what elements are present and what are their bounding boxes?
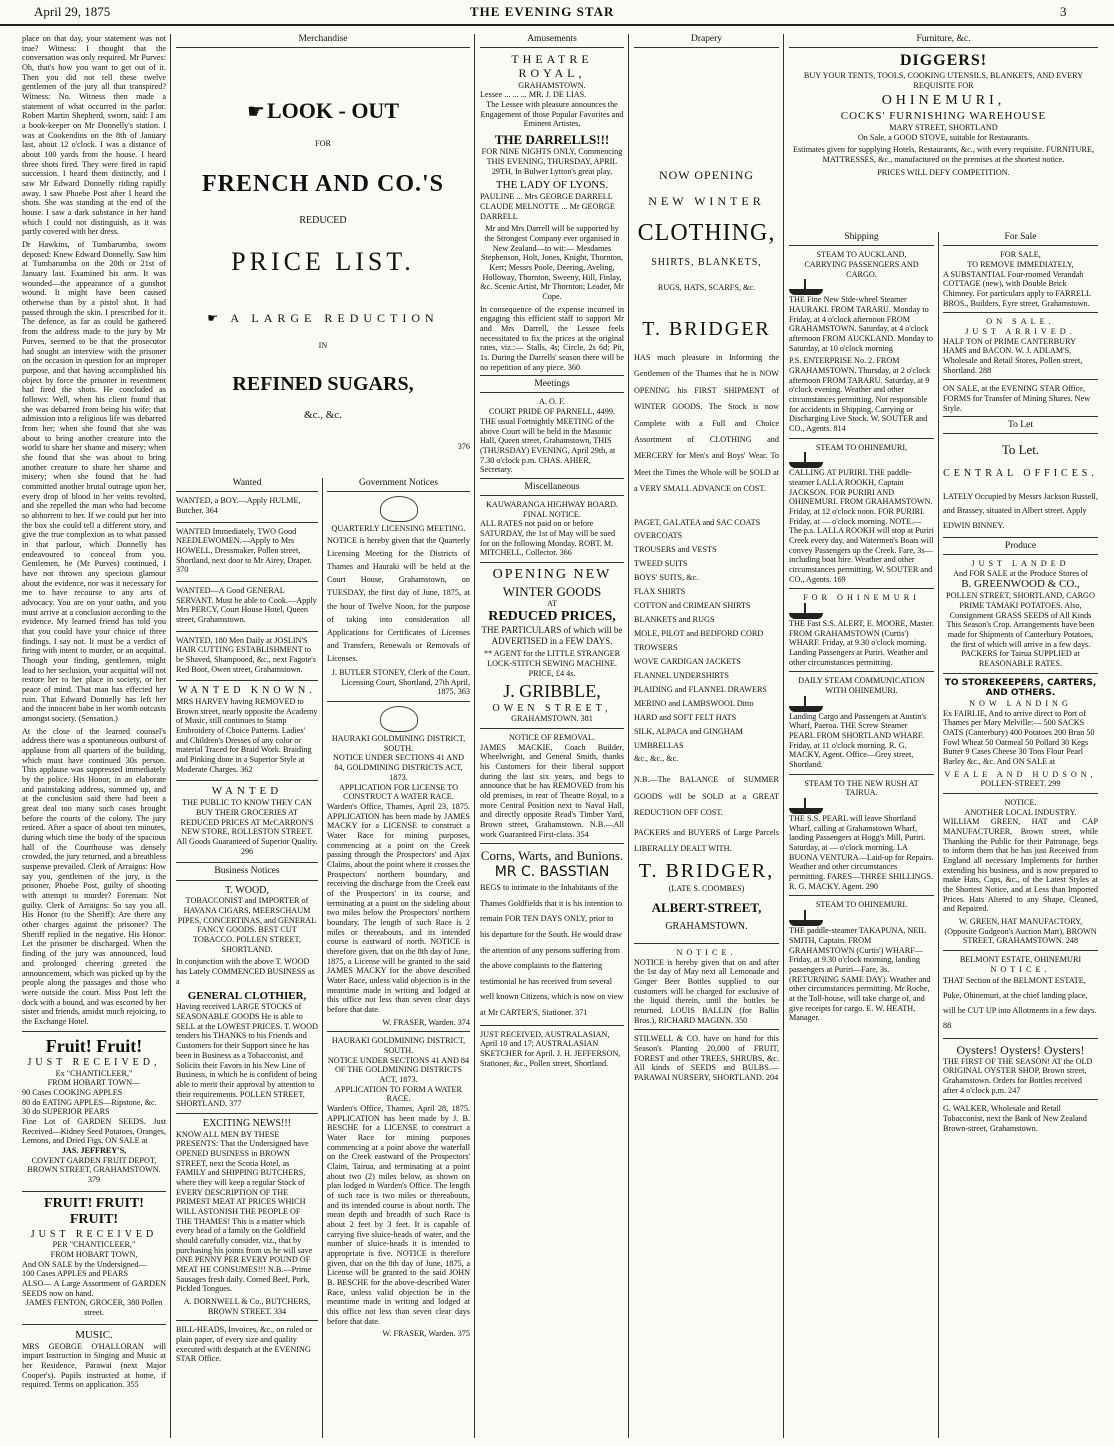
ad-line: FOR [315,138,331,148]
report-text: place on that day, your statement was not true? Witness: I thought that the conversation was only required. Mr Purves: Oh, that's how you want to get out of it. Then you did not tell these twelve gentlemen of the jury all that transpired? Witness: No. Witness then made a statement of what occurred in the parlor. Robert Martin Shepherd, sworn, said: I am a book-keeper on Mr Donnelly's station. I was at Cookendins on the 8th of January last, about 12 o'clock. I was a distance of about 100 yards from the house. I heard three shots fired. They were fired in rapid succession. I heard them distinctly, and I saw Mr Edward Donnelly riding rapidly away. I saw Phoebe Post after I heard the shots. She was standing at the end of the house. I saw a dark substance in her hand which I could not distinguish, as it was partly covered with her dress. [22,34,166,237]
ad-line: MRS GEORGE O'HALLORAN will impart Instruction in Singing and Music at her Residence, Parawai (next Major Cooper's). Pupils instructed at home, if required. Terms on application. 355 [22,1341,166,1390]
shipping-ad: THE Fine New Side-wheel Steamer HAURAKI. FROM TARARU. Monday to Friday, at 4 o'clock afternoon FROM GRAHAMSTOWN. Saturday, at 4 o'clock afternoon FROM AUCKLAND. Monday to Saturday, at 10 o'clock morning [789,295,933,353]
wanted-ad: WANTED Immediately, TWO Good NEEDLEWOMEN.—Apply to Mrs HOWELL, Dressmaker, Pollen street, Shortland, next door to Mr Airey, Draper. 370 [176,526,312,575]
ad-title: OPENING NEW [492,567,612,583]
shipping-ad: THE paddle-steamer TAKAPUNA, NEIL SMITH, Captain. FROM GRAHAMSTOWN (Curtis') WHARF—Friday, at 9.30 o'clock morning, landing passengers at Puriri—Fare, 3s. (RETURNING SAME DAY). Weather and other circumstances permitting. Mr Roche, at the Toll-house, will take charge of, and give receipts for cargo. E. W. HEATH, Manager. [789,926,931,1023]
ad-line: And FOR SALE at the Produce Stores of [953,568,1088,578]
ad-name: A. DORNWELL & Co., BUTCHERS, BROWN STREET. 334 [183,1297,311,1316]
ad-line: PAULINE ... Mrs GEORGE DARRELL CLAUDE MELNOTTE ... Mr GEORGE DARRELL [480,192,615,221]
ad-line: ** AGENT for the LITTLE STRANGER LOCK-STITCH SEWING MACHINE. PRICE, £4 4s. [483,649,621,678]
fruit-ad-fenton [22,1196,166,1318]
ad-title: STEAM TO THE NEW RUSH AT TAIRUA. [804,778,919,798]
ad-line: Lessee ... ... ... MR. J. DE LIAS. [480,90,587,100]
steamship-icon [789,603,823,619]
section-header: Drapery [634,34,779,48]
ad-title: T. BRIDGER [642,318,771,341]
section-header: Miscellaneous [480,478,624,496]
section-header: Shipping [789,232,934,246]
ad-title: QUARTERLY LICENSING MEETING. [331,524,466,534]
ad-title: HAURAKI GOLDMINING DISTRICT, SOUTH. [331,1036,466,1055]
notice-sign: J. BUTLER STONEY, Clerk of the Court. Licensing Court, Shortland, 27th April, 1875. 363 [331,668,470,697]
ad-title: STEAM TO OHINEMURI, [815,442,908,452]
ad-title: Fruit! Fruit! [45,1035,143,1056]
drapery-item: BOYS' SUITS, &c. [634,573,699,583]
ad-line: On Sale, a GOOD STOVE, suitable for Restaurants. [857,132,1030,142]
wood-ad: In conjunction with the above T. WOOD has Lately COMMENCED BUSINESS as a [176,957,315,986]
ad-line: REDUCED [299,214,347,226]
drapery-item: TWEED SUITS [634,559,688,569]
ad-line: FROM HOBART TOWN, [50,1250,138,1260]
ad-line: JUST ARRIVED. [965,326,1076,336]
ad-title: COCKS' FURNISHING WAREHOUSE [840,109,1047,122]
ad-line: 30 do SUPERIOR PEARS [22,1107,110,1117]
ad-title: NOW OPENING [658,168,755,183]
tobacconist-ad: G. WALKER, Wholesale and Retail Tobacconist, next the Bank of New Zealand Brown-street, Grahamstown. [943,1104,1087,1133]
bassian-ad: BEGS to intimate to the Inhabitants of the Thames Goldfields that it is his intention to remain FOR TEN DAYS ONLY, prior to his departure for the South. He would draw the attention of any persons suffering from the above complaints to the flattering testimonial he has received from several well known Citizens, which is now on view at Mr CARTER'S, Stationer. 371 [480,883,624,1017]
ad-title: THEATRE ROYAL, [511,52,593,81]
drapery-item: FLAX SHIRTS [634,587,686,597]
section-header: For Sale [943,232,1098,246]
steamship-icon [789,910,823,926]
ad-title: TO STOREKEEPERS, CARTERS, AND OTHERS. [944,677,1097,699]
ad-line: POLLEN-STREET. 299 [980,779,1061,789]
drapery-item: MOLE, PILOT and BEDFORD CORD TROWSERS [634,629,764,652]
ad-title: WANTED KNOWN. [178,685,316,697]
ad-line: GRAHAMSTOWN. [518,80,586,90]
ad-title: DIGGERS! [899,52,988,70]
ad-title: MR C. BASSTIAN [494,863,610,880]
ad-name: JAMES FENTON, GROCER, 380 Pollen street. [25,1298,163,1318]
hams-ad: HALF TON of PRIME CANTERBURY HAMS and BACON. W. J. ADLAM'S, Wholesale and Retail Stores, Pollen street, Shortland. 288 [943,336,1083,375]
water-race-notice: Warden's Office, Thames, April 23, 1875. APPLICATION has been made by JAMES MACKY for a LICENSE to construct a Water Race for mining purposes, commencing at a point on the Creek passing through the Prospectors' and Ajax Claims, about the point where it crosses the Prospectors' northern boundary, and receiving the discharge from the Creek east of the Prospectors' in its course, and terminating at a point on the sideling about two miles below the Prospectors' northern boundary. The length of such Race is 2 miles or thereabouts, and its intended course is eastward of north. NOTICE is therefore given, that on the 8th day of June, 1875, a License will be granted to the said JAMES MACKY for the above described Water Race, unless valid objection is in the meantime made in writing and lodged at this office not less than seven clear days before that date. [327,801,470,1014]
section-header: Merchandise [176,34,470,48]
drapery-item: WOVE CARDIGAN JACKETS [634,656,741,666]
ad-line: NOTICE UNDER SECTIONS 41 AND 84 OF THE GOLDMINING DISTRICTS ACT, 1873. [327,1055,470,1084]
section-header: Business Notices [176,862,318,880]
royal-crest-icon [380,706,418,732]
drapery-item: PAGET, GALATEA and SAC COATS [634,517,761,527]
ad-line: IN [318,341,328,351]
section-header: Meetings [480,375,624,393]
section-header: Furniture, &c. [789,34,1098,48]
oyster-ad: THE FIRST OF THE SEASON! AT the OLD ORIGINAL OYSTER SHOP, Brown street, Grahamstown. Orders for Bottles received after 4 o'clock p.m. 247 [943,1056,1093,1095]
ad-title: NOTICE. [1004,798,1037,808]
ad-line: In consequence of the expense incurred in engaging this efficient staff to support Mr and Mrs Darrell, the Lessee feels necessitated to fix the prices at the original rates, viz.:— Stalls, 4s; Circle, 2s 6d; Pit, 1s. During the Darrells' season there will be no repetition of any piece. 360 [480,304,624,372]
cottage-ad: A SUBSTANTIAL Four-roomed Verandah COTTAGE (new), with Double Brick Chimney. For particulars apply to FARRELL BROS., Builders, Eyre street, Grahamstown. [943,269,1091,308]
highway-notice: ALL RATES not paid on or before SATURDAY, the 1st of May will be sued for on the following Monday. ROBT. M. MITCHELL, Collector. 366 [480,519,616,558]
ad-line: OWEN STREET, [492,702,612,714]
issue-date: April 29, 1875 [34,4,111,19]
produce-ad: POLLEN STREET, SHORTLAND, CARGO PRIME TAMAKI POTATOES. Also, Consignment GRASS SEEDS of All Kinds This Season's Crop. Arrangements have been made for Shipments of Canterbury Potatoes, the first of which will arrive in a few days. PACKERS for Tairua SUPPLIED at REASONABLE RATES. [946,591,1095,669]
ad-title: ALBERT-STREET, [651,899,762,915]
shipping-ad: P.S. ENTERPRISE No. 2. FROM GRAHAMSTOWN. Thursday, at 2 o'clock afternoon FROM TARARU. Saturday, at 9 o'clock evening. Weather and other circumstances permitting. Not responsible for accidents in Shipping, Carrying or Discharging Live Stock. W. SOUTER and CO., Agents. 814 [789,356,931,433]
ad-title: NOTICE. [676,947,737,957]
wanted-ad: WANTED—A Good GENERAL SERVANT. Must be able to Cook.—Apply Mrs PERCY, Court House Hotel, Queen street, Grahamstown. [176,585,317,624]
price-list-heading: PRICE LIST. [231,246,415,276]
licensing-notice: NOTICE is hereby given that the Quarterly Licensing Meeting for the Districts of Thames and Hauraki will be held at the Court House, Grahamstown, on TUESDAY, the first day of June, 1875, at the hour of Twelve Noon, for the purpose of taking into consideration all Applications for Certificates of Licenses and Transfers, Renewals or Removals of Licenses. [327,535,470,663]
notice-sign: W. FRASER, Warden. 374 [382,1017,470,1027]
shipping-ad: THE Fast S.S. ALERT, E. MOORE, Master. FROM GRAHAMSTOWN (Curtis') WHARF. Friday, at 9.30 o'clock morning. Landing Passengers at Puriri. Weather and other circumstances permitting. [789,619,934,667]
ad-title: OHINEMURI, [881,93,1006,109]
steamship-icon [789,798,823,814]
ad-line: ANOTHER LOCAL INDUSTRY. [964,807,1077,817]
ad-line: SHIRTS, BLANKETS, [651,256,762,268]
reduction-line: ☛ A LARGE REDUCTION [207,311,439,326]
ad-line: FOR NINE NIGHTS ONLY, Commencing THIS EVENING, THURSDAY, APRIL 29TH, In Bulwer Lytton's great play, [481,147,623,176]
mccarron-ad: THE PUBLIC TO KNOW THEY CAN BUY THEIR GROCERIES AT REDUCED PRICES AT McCARRON'S NEW STORE, ROLLESTON STREET. All Goods Guaranteed of Superior Quality. 296 [176,798,318,856]
ad-title: THE LADY OF LYONS. [495,179,609,192]
royal-crest-icon [380,496,418,522]
wanted-ad: WANTED, 180 Men Daily at JOSLIN'S HAIR CUTTING ESTABLISHMENT to be Shaved, Shampooed, &c., next Fagote's Red Boot, Owen street, Grahamstown. [176,635,316,674]
ad-line: Ex "CHANTICLEER," [55,1068,133,1078]
ad-line: NOTICE UNDER SECTIONS 41 AND 84, GOLDMINING DISTRICTS ACT, 1873. [333,753,464,782]
ad-title: NOTICE OF REMOVAL. [508,733,596,743]
page-number: 3 [1060,4,1067,19]
steamship-icon [789,279,823,295]
drapery-column [634,34,779,1438]
column-rule [938,232,939,1438]
ad-line: GRAHAMSTOWN. 381 [511,714,593,724]
drapery-item: BLANKETS and RUGS [634,615,715,625]
section-header: Government Notices [327,478,470,492]
ad-title: MUSIC. [75,1328,113,1341]
offices-ad: LATELY Occupied by Messrs Jackson Russell, and Brassey, situated in Albert street. Apply EDWIN BINNEY. [943,491,1098,531]
drapery-item: FLANNEL UNDERSHIRTS [634,670,729,680]
ad-line: NOTICE. [990,964,1051,974]
ad-title: KAUWARANGA HIGHWAY BOARD. [486,500,618,510]
drapery-item: &c., &c., &c. [634,754,679,764]
ad-line: COURT PRIDE OF PARNELL, 4499. [489,407,615,417]
shipping-ad: Landing Cargo and Passengers at Austin's Wharf, Paeroa. THE Screw Steamer PEARL FROM SHORTLAND WHARF. Friday, at 11 o'clock morning. R. G. MACKY, Agent. Office—Grey street, Shortland. [789,711,927,770]
amusements-column [480,34,624,1438]
merchandise-section [176,34,470,474]
ad-line: COVENT GARDEN FRUIT DEPOT, BROWN STREET, GRAHAMSTOWN. 379 [27,1155,161,1184]
ad-line: PER "CHANTICLEER," [52,1240,136,1250]
wanted-known-ad: MRS HARVEY having REMOVED to Brown street, nearly opposite the Academy of Music, still continues to Stamp Embroidery of Choice Patterns. Ladies' and Children's Dresses of any color or material Traced for Braid Work. Braiding and Pinking done in a Superior Style at Moderate Charges. 362 [176,697,318,774]
ad-line: TO REMOVE IMMEDIATELY, [967,259,1074,269]
ad-subtitle: JUST RECEIVED [30,1228,158,1240]
court-report-column [22,34,166,1438]
ad-line: CARRYING PASSENGERS AND CARGO. [804,259,919,279]
produce-ad: Ex FAIRLIE, And to arrive direct to Port of Thames per Mary Melville:— 500 SACKS OATS (Canterbury) 400 Potatoes 200 Bran 50 Fowl Wheat 50 Oatmeal 50 Pollard 30 Kegs Butter 9 Cases Cheese 30 Tons Flour Pearl Barley &c., &c. And ON SALE at [943,708,1095,767]
column-rule [322,478,323,1438]
forms-ad: ON SALE, at the EVENING STAR Office, FORMS for Transfer of Mining Shares. New Style. [943,384,1091,413]
wood-ad: Having received LARGE STOCKS of SEASONABLE GOODS He is able to SELL at the LOWEST PRICES. T. WOOD tenders his THANKS to his Friends and Customers for their Support since he has been in Business as a Tobacconist, and Solicits their Favors in his New Line of Business, in which he is confident of being able to merit their approval by attention to their requirements. POLLEN STREET, SHORTLAND. 377 [176,1002,318,1109]
ad-title: JUST LANDED [971,559,1070,569]
ad-title: HAURAKI GOLDMINING DISTRICT, SOUTH. [331,734,466,753]
notice-sign: W. FRASER, Warden. 375 [382,1329,470,1339]
drapery-item: OVERCOATS [634,531,683,541]
ad-name: JAS. JEFFREY'S, [61,1145,127,1155]
ad-title: B. GREENWOOD & CO., [961,578,1080,591]
drapery-item: COTTON and CRIMEAN SHIRTS [634,601,751,611]
government-column [327,478,470,1438]
fruit-ad-jeffrey [22,1036,166,1185]
section-header: Produce [943,537,1098,555]
sugars-heading: REFINED SUGARS, [232,373,414,396]
section-header: To Let [943,416,1098,434]
ad-subtitle: JUST RECEIVED, [27,1056,161,1068]
column-rule [628,34,629,1438]
ad-line: PACKERS and BUYERS of Large Parcels LIBERALLY DEALT WITH. [634,827,779,854]
section-header: Wanted [176,478,318,492]
wanted-column [176,478,318,1438]
ad-line: PRICES WILL DEFY COMPETITION. [877,167,1010,177]
for-sale-column [943,232,1098,1438]
ad-line: RUGS, HATS, SCARFS, &c. [657,282,756,292]
ad-line: BUY YOUR TENTS, TOOLS, COOKING UTENSILS, BLANKETS, AND EVERY REQUISITE FOR [803,71,1084,90]
ad-title: GENERAL CLOTHIER, [187,989,307,1002]
ad-title: To Let. [1001,442,1040,458]
section-header: Amusements [480,34,624,48]
ad-title: CLOTHING, [637,219,776,246]
ad-title: A. O. F. [539,397,565,407]
nursery-ad: STILWELL & CO. have on hand for this Season's Planting 20,000 of FRUIT, FOREST and other TREES, SHRUBS, &c. All kinds of SEEDS and BULBS.—PARAWAI NURSERY, SHORTLAND. 204 [634,1034,779,1082]
ad-line: FINAL NOTICE. [523,509,581,519]
ad-title: T. BRIDGER, [638,860,775,883]
firm-name: FRENCH AND CO.'S [201,171,445,198]
ad-line: (LATE S. COOMBES) [668,884,745,894]
ad-title: EXCITING NEWS!!! [202,1117,292,1129]
billheads-ad: BILL-HEADS, Invoices, &c., on ruled or plain paper, of every size and quality executed with despatch at the EVENING STAR Office. [176,1325,313,1364]
column-rule [170,34,171,1438]
lookout-heading: ☛ LOOK - OUT [247,98,399,124]
ad-title: FRUIT! FRUIT! FRUIT! [44,1195,144,1228]
ad-title: THE DARRELLS!!! [494,131,610,147]
ad-title: STEAM TO OHINEMURI. [815,900,908,910]
newspaper-ad: JUST RECEIVED, AUSTRALASIAN, April 10 and 17; AUSTRALASIAN SKETCHER for April. J. H. JEFFERSON, Stationer, &c., Pollen street, Shortland. [480,1029,621,1068]
steamship-icon [789,696,823,712]
report-text: At the close of the learned counsel's address there was a spontaneous outburst of applause from all quarters of the building, which must have continued 30s person. This applause was suppressed immediately by the police. His Honor, in an elaborate and painstaking address, summed up, and at the conclusion said there had been a great deal too many such cases brought before the courts of the colony. The jury retired. After a space of about ten minutes, during which time the body of the spacious hall of the Courthouse was densely crowded, the jury returned, and a breathless suspense prevailed. Clerk of Arraigns: How say you, gentlemen of the jury, is the prisoner, Phoebe Post, guilty of shooting with attempt to murder? Foreman: Not guilty. Clerk of Arraigns: So say you all. His Honor (to the Sheriff): Are there any other charges against the prisoner? The Sheriff replied in the negative. His Honor: Let the prisoner be discharged. When the finding of the jury was announced, loud and prolonged cheering greeted the announcement, which was picked up by the people along the passages and those who were outside the court. Miss Post left the dock with a bound, and was escorted by her sister and friends, amidst much rejoicing, to the Exchange Hotel. [22,726,166,1026]
ad-line: GRAHAMSTOWN. [665,921,748,933]
report-text: Dr Hawkins, of Tumbarumba, sworn deposed: Knew Edward Donnelly. Saw him at Tumbarumba on the 20th or 21st of January last. Examined his arm. It was wounded—the appearance of a gunshot wound. It might have been caused otherwise than by a pistol shot. It had passed through the skin. I prescribed for it. The defence, as far as could be gathered from the address made to the jury by Mr Purves, seemed to be that the prosecutor had sought an interview with the prisoner on the occasion in question for an improper purpose, and that having accomplished his object by force the prisoner in resentment had fired the shots. He concluded as follows: Well, when his client found that she was debarred from being his wife; that admission into a religious life was debarred from her; when she found that she was about to bring another creature into the world to share her shame and misery; when she found that she was about to bring another creature to share her shame and misery; when she found that he had committed another brutal outrage upon her, every drop of blood in her veins revolted, and she repelled the man who had become so abhorrent to her. If we could put her into the box she could tell a different story, and give the true complexion as to what passed in that parlour, which Donnelly has endeavoured to conceal from you. Gentlemen, he (Mr Purves) continued, I have not thrown any specious glamour about the evidence, nor was it necessary for me to have recourse to any arts of advocacy. You are on your oaths, and you must arrive at a conclusion according to the evidence. My learned friend has told you that you could have your choice of three findings. I say not. It must be a verdict of firing with intent to murder, or an acquittal. Though your finding, gentlemen, might lead to her seclusion, your acquittal will not restore her to her place in society, or her peace of mind. That man has effected her ruin. That Edward Donnelly has left her and the innocent babe in her womb outcasts amongst society. (Sensation.) [22,240,166,724]
pointing-hand-icon: ☛ [247,101,265,124]
wood-ad: TOBACCONIST and IMPORTER of HAVANA CIGARS, MEERSCHAUM PIPES, CONCERTINAS, and GENERAL FANCY GOODS. BEST CUT TOBACCO. POLLEN STREET, SHORTLAND. [177,896,317,954]
ad-line: Estimates given for supplying Hotels, Restaurants, &c., with every requisite. FURNITURE, MATTRESSES, &c., manufactured on the premises at the shortest notice. [792,145,1095,164]
ad-number: 376 [457,441,470,451]
ad-line: The Lessee with pleasure announces the Engagement of those Popular Favorites and Eminent Artistes, [480,99,624,129]
ad-title: Corns, Warts, and Bunions. [480,848,624,864]
drapery-item: PLAIDING and FLANNEL DRAWERS [634,684,767,694]
meeting-notice: THE usual Fortnightly MEETING of the above Court will be held in the Masonic Hall, Queen street, Grahamstown, THIS (THURSDAY) EVENING, April 29th, at 7.30 o'clock p.m. CHAS. AHIER, Secretary. [480,416,616,475]
bottle-notice: NOTICE is hereby given that on and after the 1st day of May next all Lemonade and Ginger Beer Bottles supplied to our customers will be charged for exclusive of the liquid therein, until the bottles be returned. LOUIS BALLIN (for Ballin Bros.), RICHARD MAGINN. 350 [634,957,779,1025]
furniture-section [789,34,1098,224]
ad-title: STEAM TO AUCKLAND, [816,250,907,260]
music-ad [22,1329,166,1390]
ad-title: T. WOOD, [225,884,269,896]
belmont-ad: THAT Section of the BELMONT ESTATE, Puke, Ohinemuri, at the chief landing place, will be CUT UP into Allotments in a few days. 88 [943,976,1097,1030]
ad-title: Oysters! Oysters! Oysters! [956,1042,1085,1057]
ad-title: NEW WINTER [648,194,765,209]
column-rule [474,34,475,1438]
ad-title: VEALE AND HUDSON, [944,769,1097,779]
ad-line: 80 do EATING APPLES—Ripstone, &c. [22,1097,157,1107]
shipping-ad: CALLING AT PURIRI. THE paddle-steamer LALLA ROOKH, Captain JACKSON. FOR PURIRI AND OHINEMURI. FROM GRAHAMSTOWN. Friday, at 12 o'clock noon. FOR PURIRI. Friday, at — o'clock morning. NOTE.—The p.s. LALLA ROOKH will stop at Puriri Creek every day, and Watermen's Boats will convey Passengers up the Creek. Fare, 3s—including boat hire. Weather and other circumstances permitting. W. SOUTER and CO., Agents. 169 [789,468,934,584]
ad-title: DAILY STEAM COMMUNICATION WITH OHINEMURI. [798,676,925,696]
ad-title: WANTED [211,785,283,798]
ad-title: BELMONT ESTATE, OHINEMURI [959,955,1082,965]
drapery-item: TROUSERS and VESTS [634,545,717,555]
ad-line: THE PARTICULARS of which will be ADVERTISED in a FEW DAYS. [481,625,623,646]
ad-title: FOR SALE, [1000,250,1041,260]
drapery-item: HARD and SOFT FELT HATS [634,712,737,722]
ad-line: And ON SALE by the Undersigned— [22,1259,147,1269]
ad-line: NOW LANDING [969,699,1072,709]
ad-line: N.B.—The BALANCE of SUMMER GOODS will be SOLD at a GREAT REDUCTION OFF COST. [634,775,779,818]
ad-line: Fine Lot of GARDEN SEEDS. Just Received—Kidney Seed Potatoes, Oranges, Lemons, and Dried Figs. ON SALE at [22,1116,166,1146]
drapery-item: MERINO and LAMBSWOOL Ditto [634,698,754,708]
pointing-hand-icon: ☛ [207,311,231,326]
bridger-ad: HAS much pleasure in Informing the Gentlemen of the Thames that he is NOW OPENING his FIRST SHIPMENT of WINTER GOODS. The Stock is now Complete with a Full and Choice Assortment of CLOTHING and MERCERY for Men's and Boys' Wear. To Meet the Times the Whole will be SOLD at a VERY SMALL ADVANCE on COST. [634,352,779,494]
butcher-ad: KNOW ALL MEN BY THESE PRESENTS: That the Undersigned have OPENED BUSINESS in BROWN STREET, next the Scotia Hotel, as FAMILY and SHIPPING BUTCHERS, where they will keep a regular Stock of EVERY DESCRIPTION OF THE PRIMEST MEAT AT PRICES WHICH WILL ASTONISH THE PEOPLE OF THE THAMES! This is a matter which every head of a family on the Goldfield should carefully consider, viz., that by purchasing his joints from us he will save ONE PENNY PER EVERY POUND OF MEAT HE CONSUMES!!! N.B.—Prime Sausages fresh daily. Corned Beef, Pork, Pickled Tongues. [176,1129,313,1294]
ad-line: FROM HOBART TOWN— [47,1078,141,1088]
ad-line: APPLICATION FOR LICENSE TO CONSTRUCT A WATER RACE. [338,782,459,802]
ad-title: ON SALE. [986,317,1055,327]
ad-line: APPLICATION TO FORM A WATER RACE. [335,1084,462,1104]
ad-line: Mr and Mrs Darrell will be supported by the Strongest Company ever organised in New Zealand—to wit:— Mesdames Stephenson, Holt, Jones, Knight, Thornton, Kerr; Messrs Poole, Deering, Aveling, Holloway, Thornton, Sweeny, Hill, Finlay, &c. Scenic Artist, Mr Thornton; Leader, Mr Cope. [480,224,624,301]
shipping-column [789,232,934,1438]
ad-line: 90 Cases COOKING APPLES [22,1087,123,1097]
ad-line: &c., &c. [304,408,342,421]
ad-title: REDUCED PRICES, [488,608,616,624]
removal-notice: JAMES MACKIE, Coach Builder, Wheelwright, and General Smith, thanks his Customers for their liberal support during the last six years, and begs to announce that he has REMOVED from his old premises, in rear of Theatre Royal, to a more Central Position next to Naval Hall, and directly opposite Read's Timber Yard, Brown street, Grahamstown. N.B.—All work Guaranteed First-class. 354 [480,742,624,839]
ad-title: CENTRAL OFFICES. [943,467,1098,479]
ad-title: FOR OHINEMURI [803,593,920,603]
column-rule [783,34,784,1438]
ad-line: MARY STREET, SHORTLAND [889,122,998,132]
drapery-item: SILK, ALPACA and GINGHAM UMBRELLAS [634,726,743,750]
water-race-notice: Warden's Office, Thames, April 28, 1875. APPLICATION has been made by J. B. BESCHE for a LICENSE to construct a Water Race for mining purposes commencing at a point above the waterfall on the Creek eastward of the Prospectors' Claim, Tairua, and terminating at a point about two (2) miles below, as shown on plan lodged in Warden's Office. The length of such race is two miles or thereabouts, and its intended course is about north. The mean depth and breadth of such Race is about 2 feet by 3 feet. It is capable of carrying five sluice-heads of water, and the number of sluice-heads it is intended to appropriate is five. NOTICE is therefore given, that on the 8th day of June, 1875, a License will be granted to the said JOHN B. BESCHE for the above-described Water Race, unless valid objection be in the meantime made in writing and lodged at this office not less than seven clear days before that date. [327,1104,470,1326]
hat-ad: WILLIAM GREEN, HAT and CAP MANUFACTURER, Brown street, while Thanking the Public for their Patronage, begs to inform them that he has just Received from England all necessary Implements for further extending his business, and is now prepared to make Hats, Caps, &c., of the Latest Styles at the Shortest Notice, and at Less than Imported Prices. Hats Altered to any Shape, Cleaned, and Repaired. [943,817,1098,914]
ad-title: J. GRIBBLE, [503,681,601,702]
shipping-ad: THE S.S. PEARL will leave Shortland Wharf, calling at Grahamstown Wharf, landing Passengers at Hogg's Mill, Puriri. Saturday, at — o'clock morning. LA BUONA VENTURA—Laid-up for Repairs. Weather and other circumstances permitting. FARES—THREE SHILLINGS. R. G. MACKY, Agent. 290 [789,814,934,891]
hat-ad: W. GREEN, HAT MANUFACTORY, (Opposite Gudgeon's Auction Mart), BROWN STREET, GRAHAMSTOWN. 248 [944,917,1097,946]
masthead [0,0,1114,26]
ad-line: 100 Cases APPLES and PEARS [22,1269,128,1279]
ad-line: ALSO— A Large Assortment of GARDEN SEEDS now on hand. [22,1279,166,1298]
drapery-item-list [634,516,779,767]
newspaper-title: THE EVENING STAR [470,4,615,19]
ad-title: WINTER GOODS [502,583,602,599]
ad-line: AT [546,598,557,608]
steamship-icon [789,452,823,468]
wanted-ad: WANTED, a BOY.—Apply HULME, Butcher. 364 [176,496,301,515]
